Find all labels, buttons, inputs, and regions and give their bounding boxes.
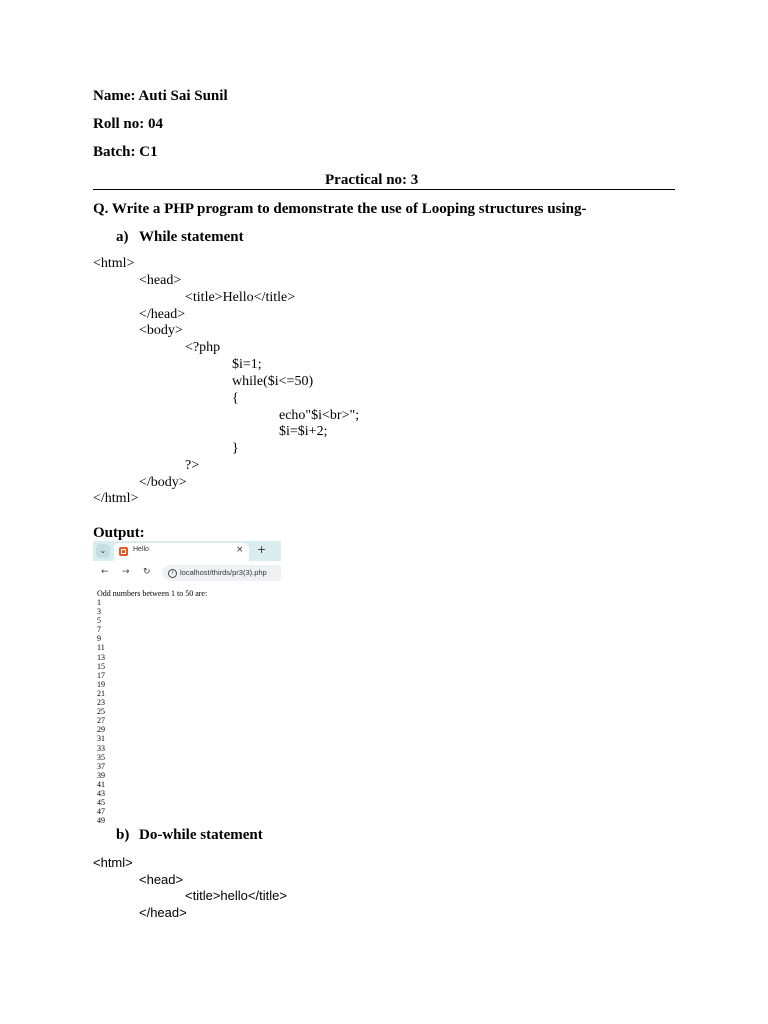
code-line: <title>hello</title> bbox=[185, 888, 287, 903]
roll-number: Roll no: 04 bbox=[93, 116, 164, 132]
back-arrow-icon[interactable]: ← bbox=[101, 567, 109, 577]
code-line: $i=1; bbox=[232, 357, 262, 372]
batch: Batch: C1 bbox=[93, 144, 158, 160]
output-number: 41 bbox=[97, 779, 105, 789]
student-name: Name: Auti Sai Sunil bbox=[93, 88, 228, 104]
favicon-icon bbox=[119, 547, 128, 556]
output-label: Output: bbox=[93, 525, 145, 541]
browser-tab[interactable] bbox=[114, 543, 249, 561]
code-line: } bbox=[232, 441, 239, 456]
output-number: 39 bbox=[97, 770, 105, 780]
browser-nav-bar bbox=[93, 561, 281, 585]
code-line: <head> bbox=[139, 273, 182, 288]
output-number: 13 bbox=[97, 652, 105, 662]
code-line: </body> bbox=[139, 475, 187, 490]
plus-icon[interactable]: + bbox=[257, 543, 267, 556]
output-number: 19 bbox=[97, 679, 105, 689]
output-number: 47 bbox=[97, 807, 105, 817]
output-number: 35 bbox=[97, 752, 105, 762]
code-line: <html> bbox=[93, 855, 133, 870]
code-line: <?php bbox=[185, 340, 221, 355]
code-line: { bbox=[232, 391, 239, 406]
code-line: </head> bbox=[139, 905, 187, 920]
output-number: 31 bbox=[97, 734, 105, 744]
chevron-down-icon[interactable]: ⌄ bbox=[96, 544, 110, 558]
url-text: localhost/thirds/pr3(3).php bbox=[180, 568, 267, 577]
section-b-label: b) bbox=[116, 827, 130, 843]
output-number: 29 bbox=[97, 725, 105, 735]
code-line: $i=$i+2; bbox=[279, 424, 328, 439]
code-line: echo"$i<br>"; bbox=[279, 408, 360, 423]
info-icon[interactable]: i bbox=[168, 569, 177, 578]
output-number: 37 bbox=[97, 761, 105, 771]
output-number: 3 bbox=[97, 607, 101, 617]
output-number: 43 bbox=[97, 788, 105, 798]
code-line: <title>Hello</title> bbox=[185, 290, 296, 305]
code-line: ?> bbox=[185, 458, 200, 473]
code-line: while($i<=50) bbox=[232, 374, 314, 389]
address-bar[interactable] bbox=[162, 565, 281, 581]
close-icon[interactable]: × bbox=[236, 545, 244, 555]
practical-number: Practical no: 3 bbox=[325, 172, 419, 188]
output-number: 9 bbox=[97, 634, 101, 644]
header-divider bbox=[93, 189, 675, 190]
output-number: 5 bbox=[97, 616, 101, 626]
output-number-list bbox=[97, 598, 105, 825]
output-number: 23 bbox=[97, 698, 105, 708]
browser-screenshot bbox=[93, 541, 281, 585]
output-number: 45 bbox=[97, 798, 105, 808]
output-number: 15 bbox=[97, 661, 105, 671]
section-a-title: While statement bbox=[139, 229, 244, 245]
output-number: 1 bbox=[97, 598, 101, 607]
question: Q. Write a PHP program to demonstrate the use of Looping structures using- bbox=[93, 201, 587, 217]
output-heading: Odd numbers between 1 to 50 are: bbox=[97, 589, 208, 598]
code-line: </head> bbox=[139, 307, 186, 322]
forward-arrow-icon[interactable]: → bbox=[122, 567, 130, 577]
output-number: 7 bbox=[97, 625, 101, 635]
code-line: <body> bbox=[139, 323, 183, 338]
browser-tab-bar bbox=[93, 541, 281, 561]
output-number: 11 bbox=[97, 643, 105, 653]
code-line: <head> bbox=[139, 872, 184, 887]
output-number: 17 bbox=[97, 670, 105, 680]
output-number: 27 bbox=[97, 716, 105, 726]
output-number: 49 bbox=[97, 816, 105, 826]
output-number: 25 bbox=[97, 707, 105, 717]
output-number: 21 bbox=[97, 688, 105, 698]
reload-icon[interactable]: ↻ bbox=[143, 567, 151, 577]
section-a-label: a) bbox=[116, 229, 129, 245]
section-b-title: Do-while statement bbox=[139, 827, 263, 843]
code-line: </html> bbox=[93, 491, 139, 506]
tab-title: Hello bbox=[133, 546, 149, 553]
code-line: <html> bbox=[93, 256, 135, 271]
output-number: 33 bbox=[97, 743, 105, 753]
